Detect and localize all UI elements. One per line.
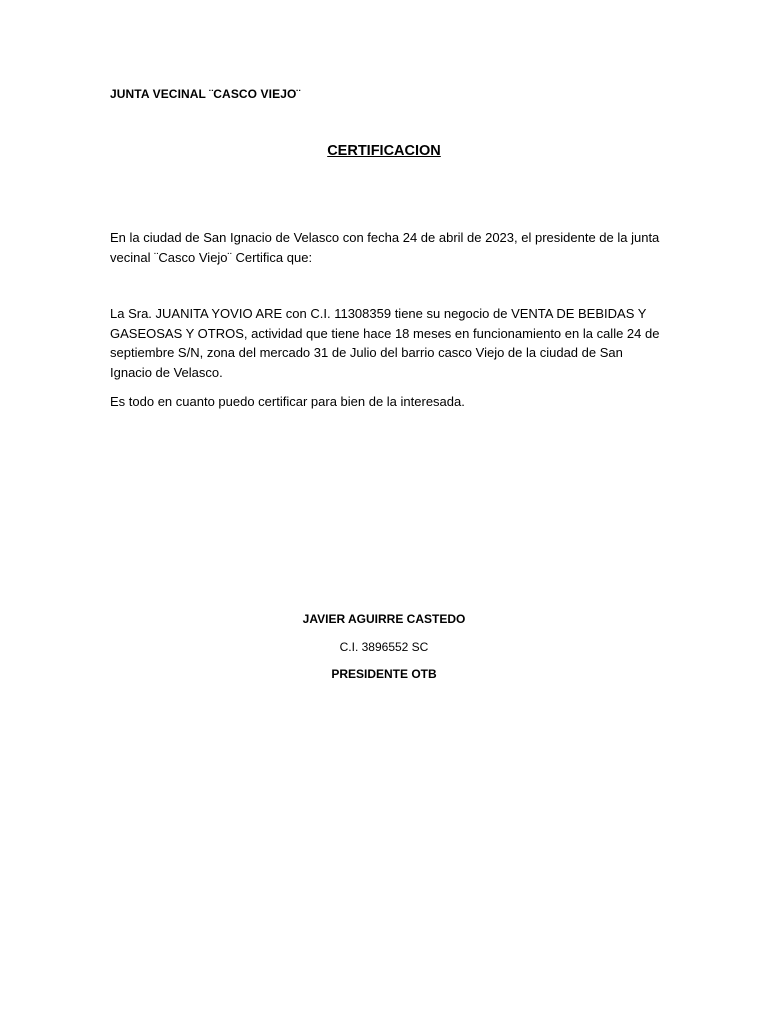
certification-paragraph: La Sra. JUANITA YOVIO ARE con C.I. 11308359 tiene su negocio de VENTA DE BEBIDAS Y GASEOSAS Y OTROS, actividad que tiene hace 18 meses en funcionamiento en la calle 24 de septiembre S/N, zona del mercado 31 de Julio del barrio casco Viejo de la ciudad de San Ignacio de Velasco. <box>110 306 660 380</box>
signatory-name: JAVIER AGUIRRE CASTEDO <box>302 612 466 626</box>
intro-paragraph: En la ciudad de San Ignacio de Velasco con fecha 24 de abril de 2023, el presidente de la junta vecinal ¨Casco Viejo¨ Certifica que: <box>110 230 660 265</box>
signatory-role: PRESIDENTE OTB <box>331 667 437 681</box>
document-title: CERTIFICACION <box>327 143 441 159</box>
closing-paragraph: Es todo en cuanto puedo certificar para bien de la interesada. <box>110 394 465 409</box>
signatory-id: C.I. 3896552 SC <box>339 640 429 654</box>
organization-header: JUNTA VECINAL ¨CASCO VIEJO¨ <box>110 87 301 101</box>
